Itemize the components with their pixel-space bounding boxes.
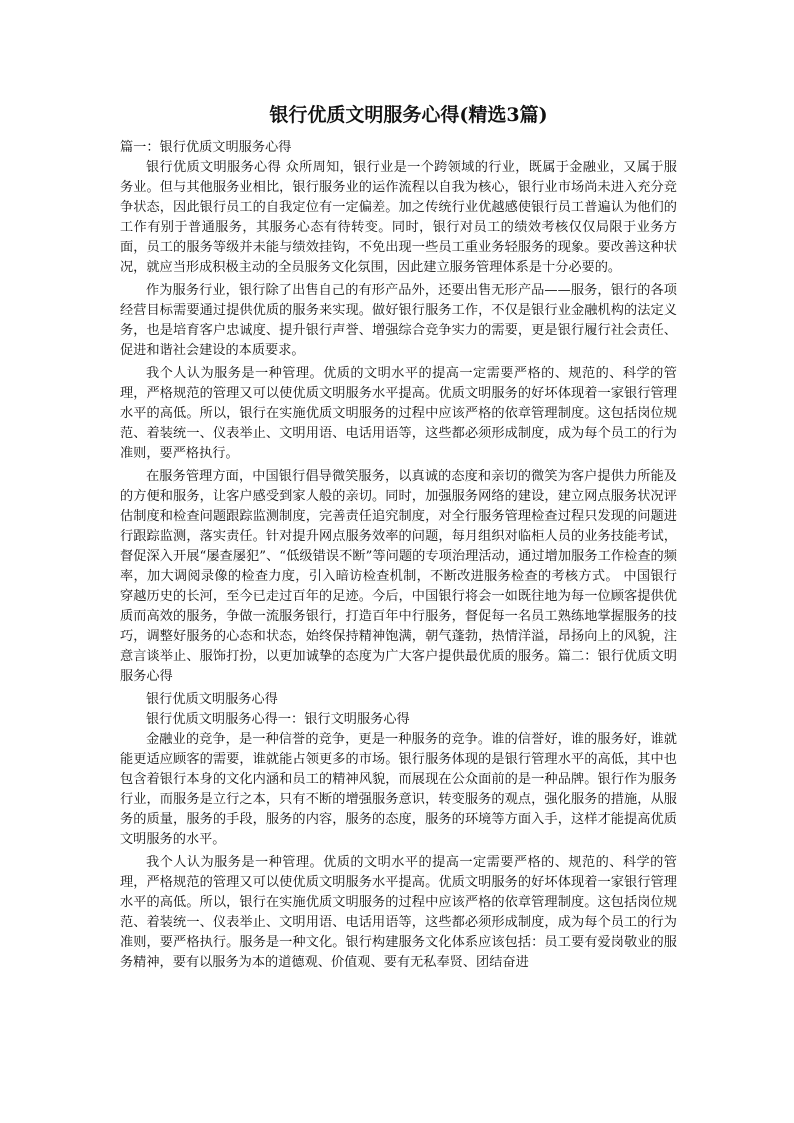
paragraph: 在服务管理方面，中国银行倡导微笑服务，以真诚的态度和亲切的微笑为客户提供力所能及的方便和服务，让客户感受到家人般的亲切。同时，加强服务网络的建设，建立网点服务状况评估制度和检查问题跟踪监测制度，完善责任追究制度，对全行服务管理检查过程只发现的问题进行跟踪监测，落实责任。针对提升网点服务效率的问题，每月组织对临柜人员的业务技能考试，督促深入开展“屡查屡犯”、“低级错误不断”等问题的专项治理活动，通过增加服务工作检查的频率，加大调阅录像的检查力度，引入暗访检查机制，不断改进服务检查的考核方式。 中国银行穿越历史的长河，至今已走过百年的足迹。今后，中国银行将会一如既往地为每一位顾客提供优质而高效的服务，争做一流服务银行，打造百年中行服务，督促每一名员工熟练地掌握服务的技巧，调整好服务的心态和状态，始终保持精神饱满，朝气蓬勃，热情洋溢，昂扬向上的风貌，注意言谈举止、服饰打扮，以更加诚挚的态度为广大客户提供最优质的服务。篇二：银行优质文明服务心得 [120,469,677,684]
document-page [120,100,677,976]
section-two-subtitle-line: 银行优质文明服务心得一：银行文明服务心得 [146,712,410,727]
paragraph: 我个人认为服务是一种管理。优质的文明水平的提高一定需要严格的、规范的、科学的管理，严格规范的管理又可以使优质文明服务水平提高。优质文明服务的好坏体现着一家银行管理水平的高低。所以，银行在实施优质文明服务的过程中应该严格的依章管理制度。这包括岗位规范、着装统一、仪表举止、文明用语、电话用语等，这些都必须形成制度，成为每个员工的行为准则，要严格执行。服务是一种文化。银行构建服务文化体系应该包括：员工要有爱岗敬业的服务精神，要有以服务为本的道德观、价值观、要有无私奉贤、团结奋进 [120,855,677,970]
section-two-title-line: 银行优质文明服务心得 [146,692,278,707]
paragraph: 我个人认为服务是一种管理。优质的文明水平的提高一定需要严格的、规范的、科学的管理，严格规范的管理又可以使优质文明服务水平提高。优质文明服务的好坏体现着一家银行管理水平的高低。所以，银行在实施优质文明服务的过程中应该严格的依章管理制度。这包括岗位规范、着装统一、仪表举止、文明用语、电话用语等，这些都必须形成制度，成为每个员工的行为准则，要严格执行。 [120,366,677,461]
paragraph: 金融业的竞争，是一种信誉的竞争，更是一种服务的竞争。谁的信誉好，谁的服务好，谁就能更适应顾客的需要，谁就能占领更多的市场。银行服务体现的是银行管理水平的高低，其中也包含着银行本身的文化内涵和员工的精神风貌，而展现在公众面前的是一种品牌。银行作为服务行业，而服务是立行之本，只有不断的增强服务意识，转变服务的观点，强化服务的措施，从服务的质量，服务的手段，服务的内容，服务的态度，服务的环境等方面入手，这样才能提高优质文明服务的水平。 [120,732,677,847]
section-one-heading: 篇一：银行优质文明服务心得 [120,140,292,155]
paragraph: 银行优质文明服务心得 众所周知，银行业是一个跨领域的行业，既属于金融业，又属于服务业。但与其他服务业相比，银行服务业的运作流程以自我为核心，银行业市场尚未进入充分竞争状态，因此银行员工的自我定位有一定偏差。加之传统行业优越感使银行员工普遍认为他们的工作有别于普通服务，其服务心态有待转变。同时，银行对员工的绩效考核仅仅局限于业务方面，员工的服务等级并未能与绩效挂钩，不免出现一些员工重业务轻服务的现象。要改善这种状况，就应当形成积极主动的全员服务文化氛围，因此建立服务管理体系是十分必要的。 [120,160,677,275]
paragraph: 作为服务行业，银行除了出售自己的有形产品外，还要出售无形产品——服务，银行的各项经营目标需要通过提供优质的服务来实现。做好银行服务工作，不仅是银行业金融机构的法定义务，也是培育客户忠诚度、提升银行声誉、增强综合竞争实力的需要，更是银行履行社会责任、促进和谐社会建设的本质要求。 [120,283,677,358]
document-title: 银行优质文明服务心得(精选3篇) [269,104,548,126]
